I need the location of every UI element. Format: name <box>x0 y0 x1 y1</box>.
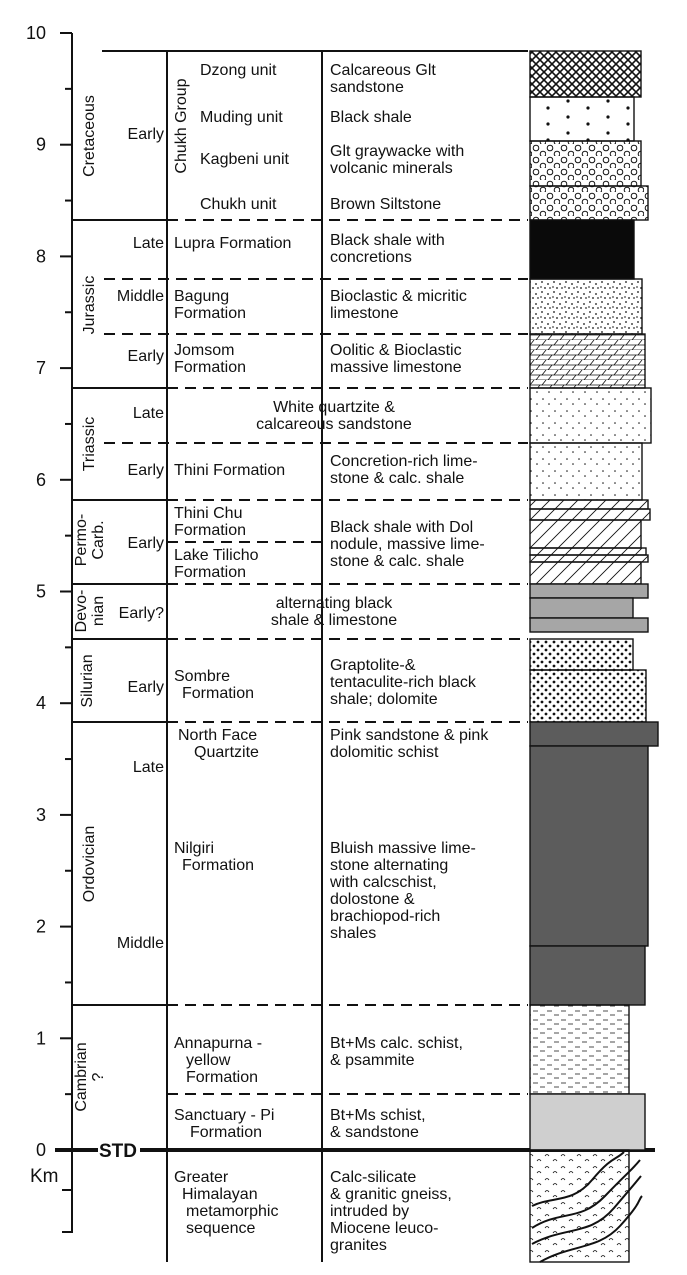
lith-nilgiri: Bluish massive lime-stone alternating with calcschist, dolostone & brachiopod-rich shales <box>330 840 476 942</box>
lithology-descriptions <box>329 62 489 1254</box>
column-block-fine-dots <box>530 388 651 443</box>
period-label-permo-carb: Permo-Carb. <box>73 513 107 567</box>
unit-name-lupra: Lupra Formation <box>174 235 292 252</box>
axis-tick-label: 2 <box>35 916 46 937</box>
unit-name-sanctuary: Sanctuary - Pi Formation <box>174 1107 275 1141</box>
axis-tick-label: 7 <box>35 358 46 379</box>
unit-name-jomsom: Jomsom Formation <box>174 342 247 376</box>
unit-name-triassic-late: White quartzite & calcareous sandstone <box>256 399 412 433</box>
lith-annapurna: Bt+Ms calc. schist, & psammite <box>330 1035 463 1069</box>
lith-north-face: Pink sandstone & pink dolomitic schist <box>330 727 489 761</box>
unit-name-lake-tilicho: Lake Tilicho Formation <box>174 547 259 581</box>
lith-dzong: Calcareous Glt sandstone <box>330 62 436 96</box>
epoch-label: Middle <box>116 288 164 305</box>
column-block-light-gray <box>530 1094 645 1150</box>
column-block-diagonal <box>530 562 641 584</box>
column-block-speckle <box>530 279 642 334</box>
column-block-dark-gray <box>530 746 648 946</box>
unit-name-bagung: Bagung Formation <box>174 288 247 322</box>
lith-sanctuary: Bt+Ms schist, & sandstone <box>330 1107 426 1141</box>
group-label-chukh: Chukh Group <box>173 78 190 174</box>
unit-name-dzong: Dzong unit <box>200 62 277 79</box>
column-block-diagonal <box>530 500 648 509</box>
period-label-cretaceous: Cretaceous <box>81 95 98 177</box>
unit-name-sombre: Sombre Formation <box>174 668 255 702</box>
column-block-dark-gray <box>530 946 645 1005</box>
axis-unit-label: Km <box>30 1166 59 1187</box>
period-label-triassic: Triassic <box>81 416 98 472</box>
lith-chukh: Brown Siltstone <box>330 196 442 213</box>
column-block-dense-dots <box>530 639 633 670</box>
lith-ghs: Calc-silicate & granitic gneiss, intruded by Miocene leuco-granites <box>330 1169 452 1254</box>
unit-name-north-face: North Face Quartzite <box>178 727 259 761</box>
unit-name-thini: Thini Formation <box>174 462 286 479</box>
period-labels <box>73 95 107 1112</box>
axis-tick-label: 5 <box>35 581 46 602</box>
column-block-diagonal <box>530 509 650 520</box>
column-block-circles <box>530 141 641 186</box>
axis-tick-label: 6 <box>35 469 46 490</box>
epoch-label: Early <box>127 679 164 696</box>
column-block-circles <box>530 186 648 220</box>
depth-axis-ticks <box>26 23 72 1232</box>
column-block-brick-hatch <box>530 334 645 388</box>
axis-tick-label: 0 <box>35 1140 46 1160</box>
unit-name-kagbeni: Kagbeni unit <box>200 151 289 168</box>
lith-lupra: Black shale with concretions <box>330 232 445 266</box>
epoch-label: Early <box>127 126 164 143</box>
axis-tick-label: 8 <box>35 246 46 267</box>
period-label-silurian: Silurian <box>79 654 96 708</box>
axis-tick-label: 9 <box>35 134 46 155</box>
unit-name-annapurna: Annapurna -yellow Formation <box>174 1035 263 1086</box>
lith-kagbeni: Glt graywacke with volcanic minerals <box>330 143 465 177</box>
epoch-label: Early <box>127 535 164 552</box>
std-label: STD <box>99 1141 137 1162</box>
column-block-gneiss <box>530 1150 629 1262</box>
column-block-dashes <box>530 1005 629 1094</box>
column-block-dense-dots <box>530 670 646 722</box>
unit-name-ghs: Greater Himalayan metamorphic sequence <box>174 1169 279 1237</box>
period-label-jurassic: Jurassic <box>81 275 98 335</box>
epoch-label: Late <box>132 235 164 252</box>
axis-tick-label: 1 <box>35 1028 46 1049</box>
column-block-dark-gray <box>530 722 658 746</box>
unit-name-nilgiri: Nilgiri Formation <box>174 840 255 874</box>
column-block-fine-dots <box>530 443 642 500</box>
lithologic-column <box>530 51 658 1262</box>
lith-muding: Black shale <box>330 109 412 126</box>
column-block-gray <box>530 618 648 632</box>
period-label-cambrian: Cambrian? <box>73 1042 107 1112</box>
epoch-labels <box>117 126 164 952</box>
unit-name-thini-chu: Thini Chu Formation <box>174 505 247 539</box>
lith-bagung: Bioclastic & micritic limestone <box>330 288 467 322</box>
epoch-label: Early <box>127 462 164 479</box>
column-block-crosshatch <box>530 51 641 97</box>
axis-tick-label: 3 <box>35 804 46 825</box>
axis-tick-label: 10 <box>25 23 46 43</box>
column-block-gray <box>530 598 633 618</box>
column-block-sparse-dots <box>530 97 634 141</box>
epoch-label: Middle <box>116 935 164 952</box>
lith-jomsom: Oolitic & Bioclastic massive limestone <box>330 342 462 376</box>
epoch-label: Late <box>132 405 164 422</box>
epoch-label: Early <box>127 348 164 365</box>
column-block-diagonal <box>530 520 641 548</box>
column-block-diagonal <box>530 548 646 555</box>
column-block-solid-black <box>530 220 634 279</box>
column-block-diagonal <box>530 555 648 562</box>
epoch-label: Late <box>132 759 164 776</box>
column-block-gray <box>530 584 648 598</box>
axis-tick-label: 4 <box>35 693 46 714</box>
unit-name-devonian: alternating black shale & limestone <box>270 595 398 629</box>
unit-name-muding: Muding unit <box>200 109 283 126</box>
period-label-ordovician: Ordovician <box>81 825 98 903</box>
lith-thini-chu: Black shale with Dol nodule, massive lime-stone & calc. shale <box>330 519 485 570</box>
period-label-devonian: Devo-nian <box>73 589 107 633</box>
lith-thini: Concretion-rich lime-stone & calc. shale <box>330 453 478 487</box>
epoch-label: Early? <box>118 605 164 622</box>
unit-name-chukh: Chukh unit <box>200 196 277 213</box>
lith-sombre: Graptolite-& tentaculite-rich black shale; dolomite <box>330 657 476 708</box>
